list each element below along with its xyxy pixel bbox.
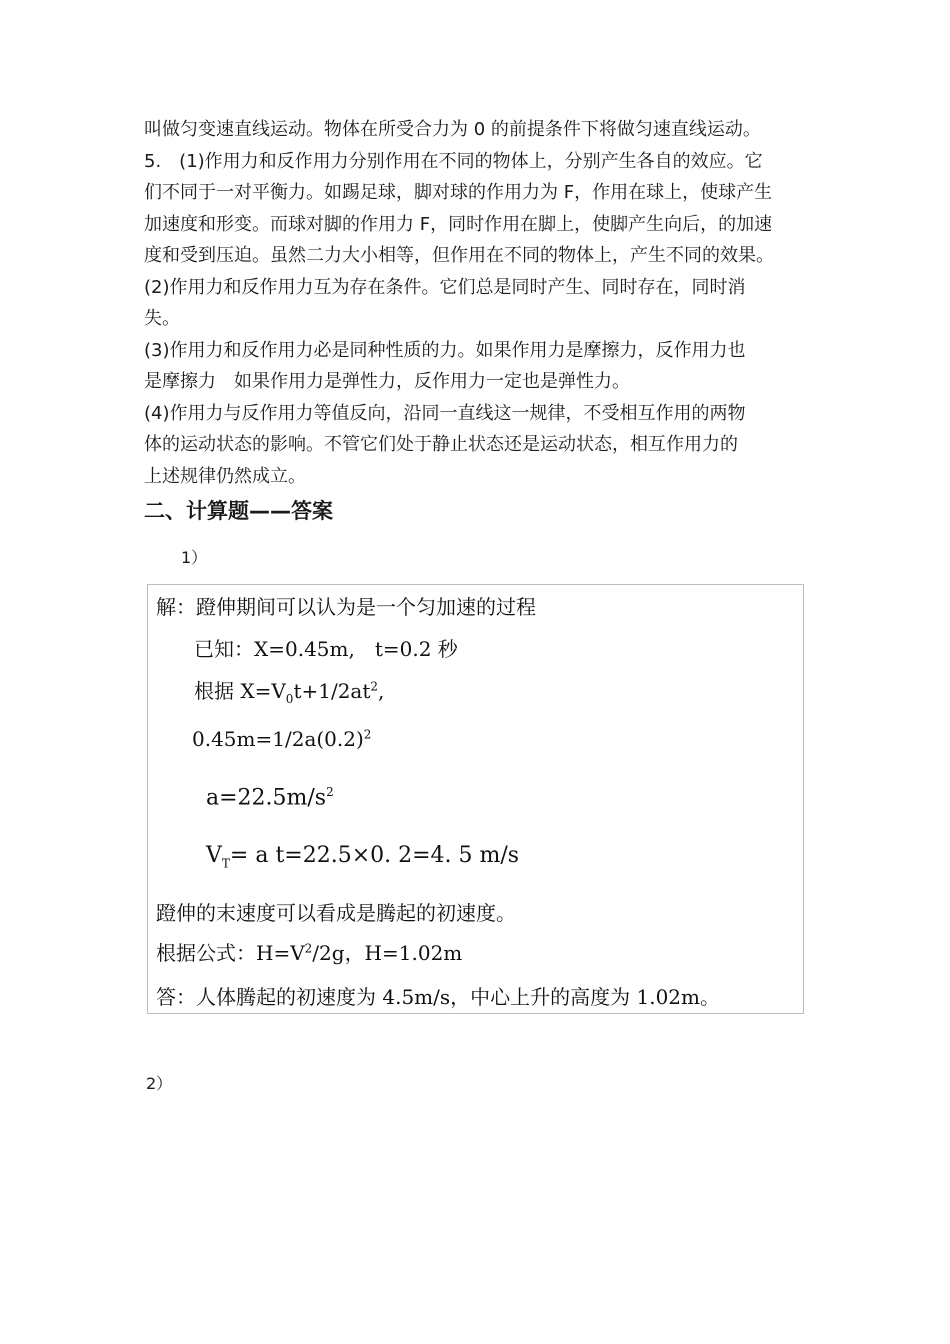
text-line: 加速度和形变。而球对脚的作用力 F，同时作用在脚上，使脚产生向后，的加速 bbox=[144, 213, 773, 235]
text-line: (2)作用力和反作用力互为存在条件。它们总是同时产生、同时存在，同时消 bbox=[144, 276, 746, 298]
velocity-result: $V_T= a$ t=22.5×0. 2=4. 5 m/s bbox=[206, 843, 520, 871]
velocity-note: 蹬伸的末速度可以看成是腾起的初速度。 bbox=[156, 901, 516, 925]
text-line: 体的运动状态的影响。不管它们处于静止状态还是运动状态，相互作用力的 bbox=[144, 434, 738, 455]
problem-2-label: 2） bbox=[146, 1074, 173, 1093]
text-line: 失。 bbox=[144, 308, 180, 329]
known-values: 已知：X=0.45m, t=0.2 秒 bbox=[194, 637, 458, 661]
kinematic-formula: 根据 $X=V_0t+1/2at^2$, bbox=[194, 679, 385, 706]
height-formula: 根据公式：$H=V^2/2g$，H=1.02m bbox=[156, 941, 463, 965]
text-line: (4)作用力与反作用力等值反向，沿同一直线这一规律，不受相互作用的两物 bbox=[144, 402, 746, 424]
section-heading: 二、计算题——答案 bbox=[144, 499, 333, 523]
final-answer: 答：人体腾起的初速度为 4.5m/s，中心上升的高度为 1.02m。 bbox=[156, 985, 720, 1009]
text-line: 是摩擦力 如果作用力是弹性力，反作用力一定也是弹性力。 bbox=[144, 371, 630, 392]
answer-paragraph bbox=[144, 114, 824, 492]
problem-1-label: 1） bbox=[181, 548, 208, 567]
text-line: 5. (1)作用力和反作用力分别作用在不同的物体上，分别产生各自的效应。它 bbox=[144, 150, 763, 172]
solution-box bbox=[147, 584, 804, 1014]
acceleration-result: $a=22.5m/s^2$ bbox=[206, 785, 334, 811]
solution-intro: 解：蹬伸期间可以认为是一个匀加速的过程 bbox=[156, 595, 536, 619]
text-line: 度和受到压迫。虽然二力大小相等，但作用在不同的物体上，产生不同的效果。 bbox=[144, 245, 774, 266]
text-line: 上述规律仍然成立。 bbox=[144, 465, 306, 487]
substituted-equation: $0.45m=1/2a(0.2)^2$ bbox=[192, 727, 372, 751]
text-line: 叫做匀变速直线运动。物体在所受合力为 0 的前提条件下将做匀速直线运动。 bbox=[144, 119, 761, 140]
text-line: 们不同于一对平衡力。如踢足球，脚对球的作用力为 F，作用在球上，使球产生 bbox=[144, 182, 773, 203]
text-line: (3)作用力和反作用力必是同种性质的力。如果作用力是摩擦力，反作用力也 bbox=[144, 339, 746, 361]
